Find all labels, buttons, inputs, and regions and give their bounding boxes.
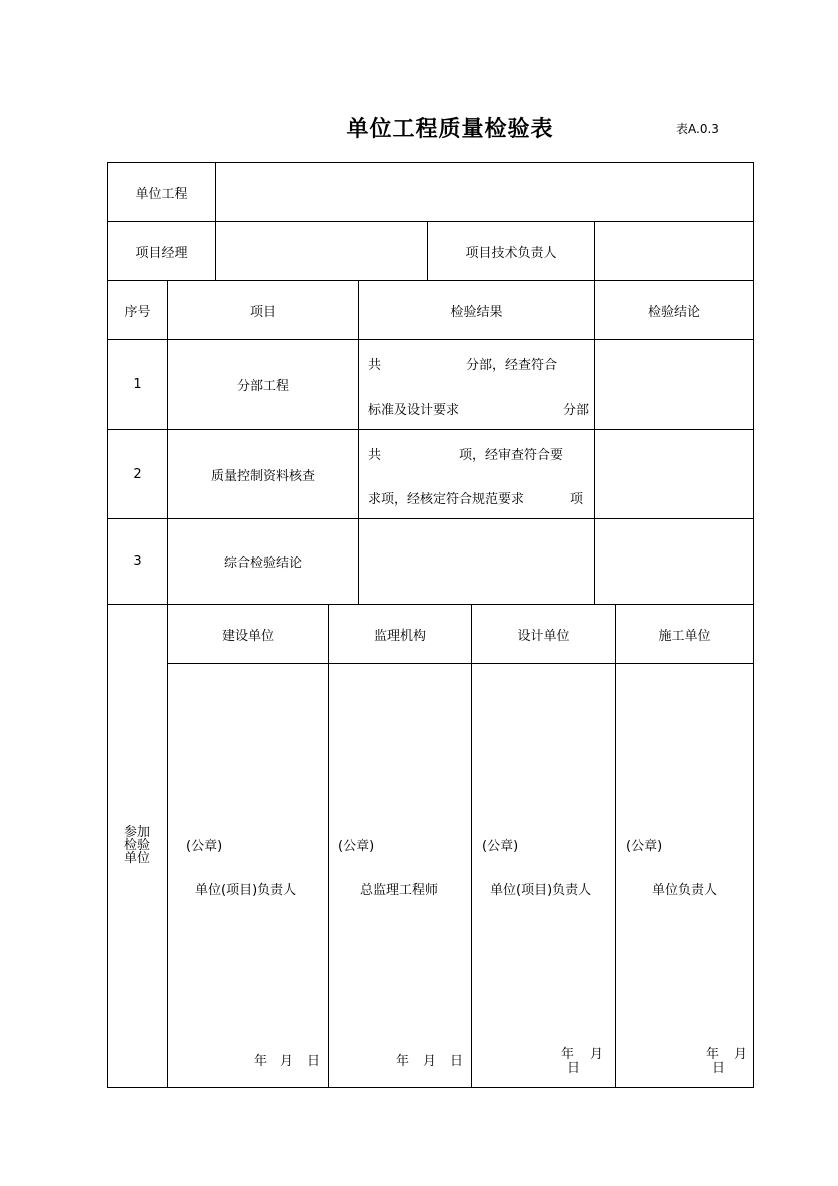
signer-label: 单位(项目)负责人 [195, 883, 297, 898]
unit-name-construction-owner: 建设单位 [221, 628, 274, 644]
date-day: 日 [450, 1054, 464, 1069]
seal-label: (公章) [626, 839, 663, 854]
tech-lead-label: 项目技术负责人 [465, 245, 557, 261]
date-year: 年 [706, 1047, 720, 1062]
col-result-header: 检验结果 [450, 304, 503, 320]
result-text: 标准及设计要求 [368, 403, 460, 418]
col-seq-header: 序号 [124, 304, 151, 320]
form-number: 表A.0.3 [676, 122, 719, 136]
result-text: 求项，经核定符合规范要求 [368, 492, 525, 507]
unit-project-value[interactable] [216, 163, 753, 221]
date-day: 日 [567, 1061, 581, 1076]
item-name: 分部工程 [236, 379, 289, 394]
date-year: 年 [254, 1054, 268, 1069]
date-month: 月 [734, 1047, 748, 1062]
seal-label: (公章) [186, 839, 223, 854]
conclusion-cell[interactable] [595, 340, 753, 429]
unit-name-contractor: 施工单位 [658, 628, 711, 644]
project-manager-label: 项目经理 [135, 245, 188, 261]
unit-name-design: 设计单位 [517, 628, 570, 644]
signer-label: 单位负责人 [652, 883, 718, 898]
result-text: 项，经审查符合要 [459, 448, 564, 463]
signer-label: 单位(项目)负责人 [490, 883, 592, 898]
result-cell[interactable] [359, 519, 594, 604]
project-manager-value[interactable] [216, 222, 427, 280]
col-conclusion-header: 检验结论 [647, 304, 700, 320]
date-day: 日 [307, 1054, 321, 1069]
conclusion-cell[interactable] [595, 519, 753, 604]
item-no: 3 [133, 554, 142, 569]
result-text: 共 [368, 448, 382, 463]
result-text: 分部 [563, 403, 590, 418]
seal-label: (公章) [338, 839, 375, 854]
result-text: 共 [368, 358, 382, 373]
participants-label: 参加检验单位 [123, 825, 150, 866]
date-day: 日 [712, 1061, 726, 1076]
item-no: 2 [133, 466, 142, 482]
page-title: 单位工程质量检验表 [346, 117, 554, 142]
result-text: 项 [570, 492, 584, 507]
seal-label: (公章) [482, 839, 519, 854]
item-no: 1 [133, 377, 142, 392]
date-month: 月 [590, 1047, 604, 1062]
conclusion-cell[interactable] [595, 430, 753, 518]
signer-label: 总监理工程师 [360, 883, 439, 898]
item-name: 综合检验结论 [223, 556, 302, 571]
unit-name-supervision: 监理机构 [373, 628, 426, 644]
date-year: 年 [396, 1054, 410, 1069]
item-name: 质量控制资料核查 [210, 468, 315, 484]
tech-lead-value[interactable] [595, 222, 753, 280]
date-month: 月 [423, 1054, 437, 1069]
date-month: 月 [280, 1054, 294, 1069]
result-text: 分部，经查符合 [466, 358, 558, 373]
col-item-header: 项目 [249, 304, 276, 320]
unit-project-label: 单位工程 [135, 186, 188, 202]
date-year: 年 [561, 1047, 575, 1062]
